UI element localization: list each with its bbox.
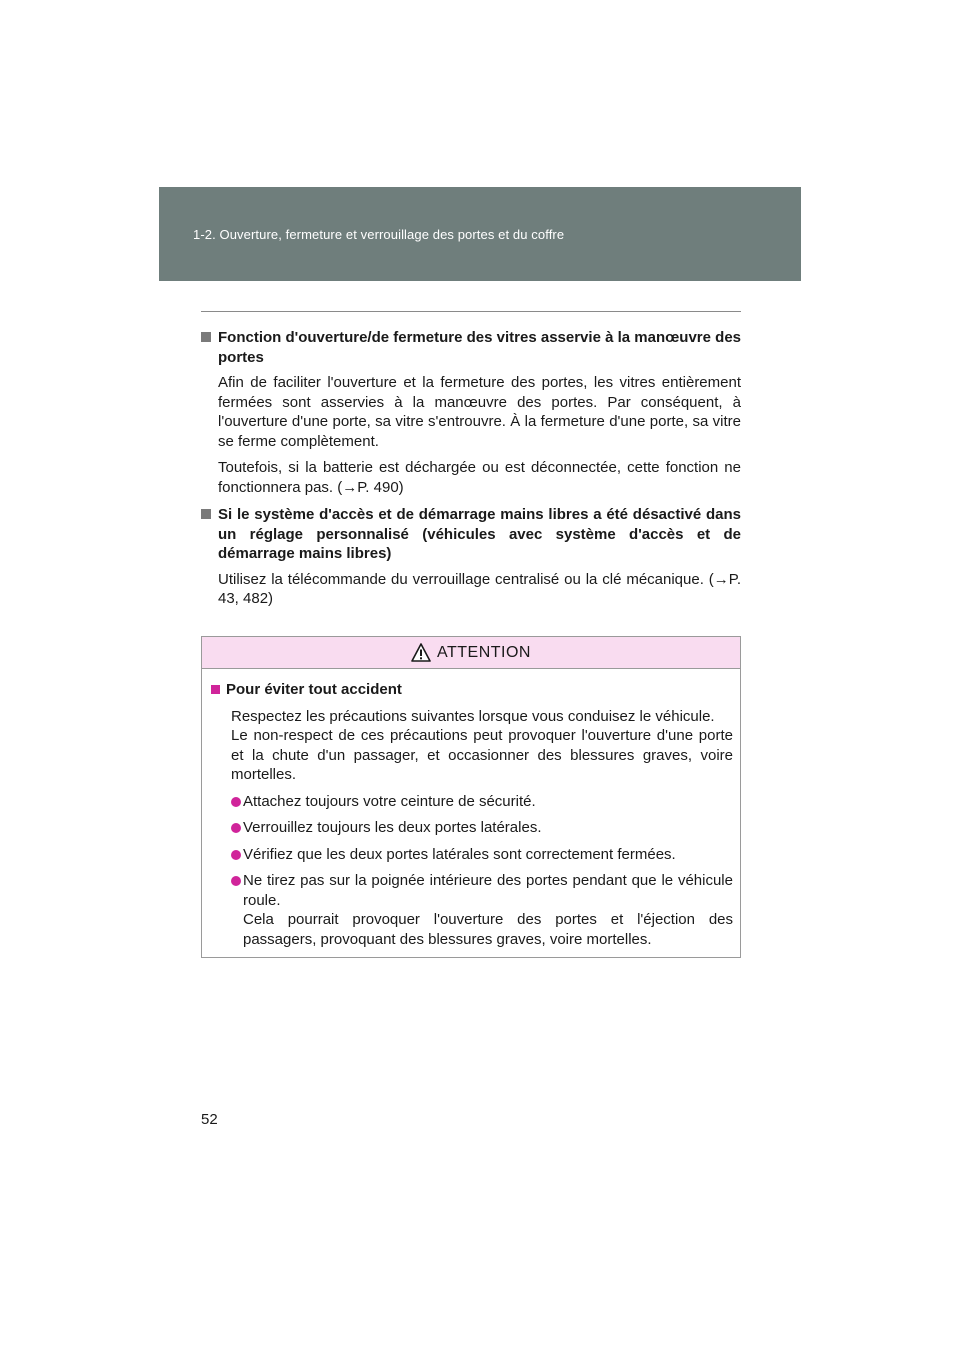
square-bullet-icon (211, 685, 220, 694)
attention-box (201, 636, 741, 958)
chapter-header-band (159, 187, 801, 281)
page-number: 52 (201, 1111, 218, 1128)
attention-bullet: Verrouillez toujours les deux portes latérales. (211, 818, 733, 838)
section-smart-key-disabled (201, 505, 741, 609)
attention-body (202, 669, 740, 949)
attention-bullet: Attachez toujours votre ceinture de sécurité. (211, 792, 733, 812)
section-title: Fonction d'ouverture/de fermeture des vitres asservie à la manœuvre des portes (201, 328, 741, 367)
round-bullet-icon (231, 797, 241, 807)
attention-bullet: Vérifiez que les deux portes latérales sont correctement fermées. (211, 845, 733, 865)
paragraph: Utilisez la télécommande du verrouillage centralisé ou la clé mécanique. (→P. 43, 482) (218, 570, 741, 607)
warning-triangle-icon (411, 643, 431, 662)
attention-title: ATTENTION (437, 643, 531, 661)
main-content (201, 328, 741, 617)
section-title: Si le système d'accès et de démarrage mains libres a été désactivé dans un réglage personnalisé (véhicules avec système d'accès et de démarrage mains libres) (201, 505, 741, 564)
round-bullet-icon (231, 876, 241, 886)
chapter-title: 1-2. Ouverture, fermeture et verrouillage des portes et du coffre (193, 227, 565, 242)
round-bullet-icon (231, 823, 241, 833)
square-bullet-icon (201, 509, 211, 519)
attention-section-title: Pour éviter tout accident (211, 680, 733, 700)
attention-header (202, 637, 740, 669)
paragraph: Afin de faciliter l'ouverture et la fermeture des portes, les vitres entièrement fermées sont asservies à la manœuvre des portes. Par conséquent, à l'ouverture d'une porte, sa vitre s'entrouvre. À la fermeture d'une porte, sa vitre se ferme complètement. (218, 374, 741, 450)
top-divider (201, 311, 741, 312)
attention-intro: Respectez les précautions suivantes lorsque vous conduisez le véhicule. Le non-respect de ces précautions peut provoquer l'ouverture d'une porte et la chute d'un passager, et occasionner des blessures graves, voire mortelles. (231, 707, 733, 783)
paragraph: Toutefois, si la batterie est déchargée ou est déconnectée, cette fonction ne fonctionnera pas. (→P. 490) (218, 459, 741, 496)
section-window-function (201, 328, 741, 497)
attention-bullet: Ne tirez pas sur la poignée intérieure des portes pendant que le véhicule roule. Cela pourrait provoquer l'ouverture des portes et l'éjection des passagers, provoquant des blessures graves, voire mortelles. (211, 871, 733, 949)
round-bullet-icon (231, 850, 241, 860)
square-bullet-icon (201, 332, 211, 342)
